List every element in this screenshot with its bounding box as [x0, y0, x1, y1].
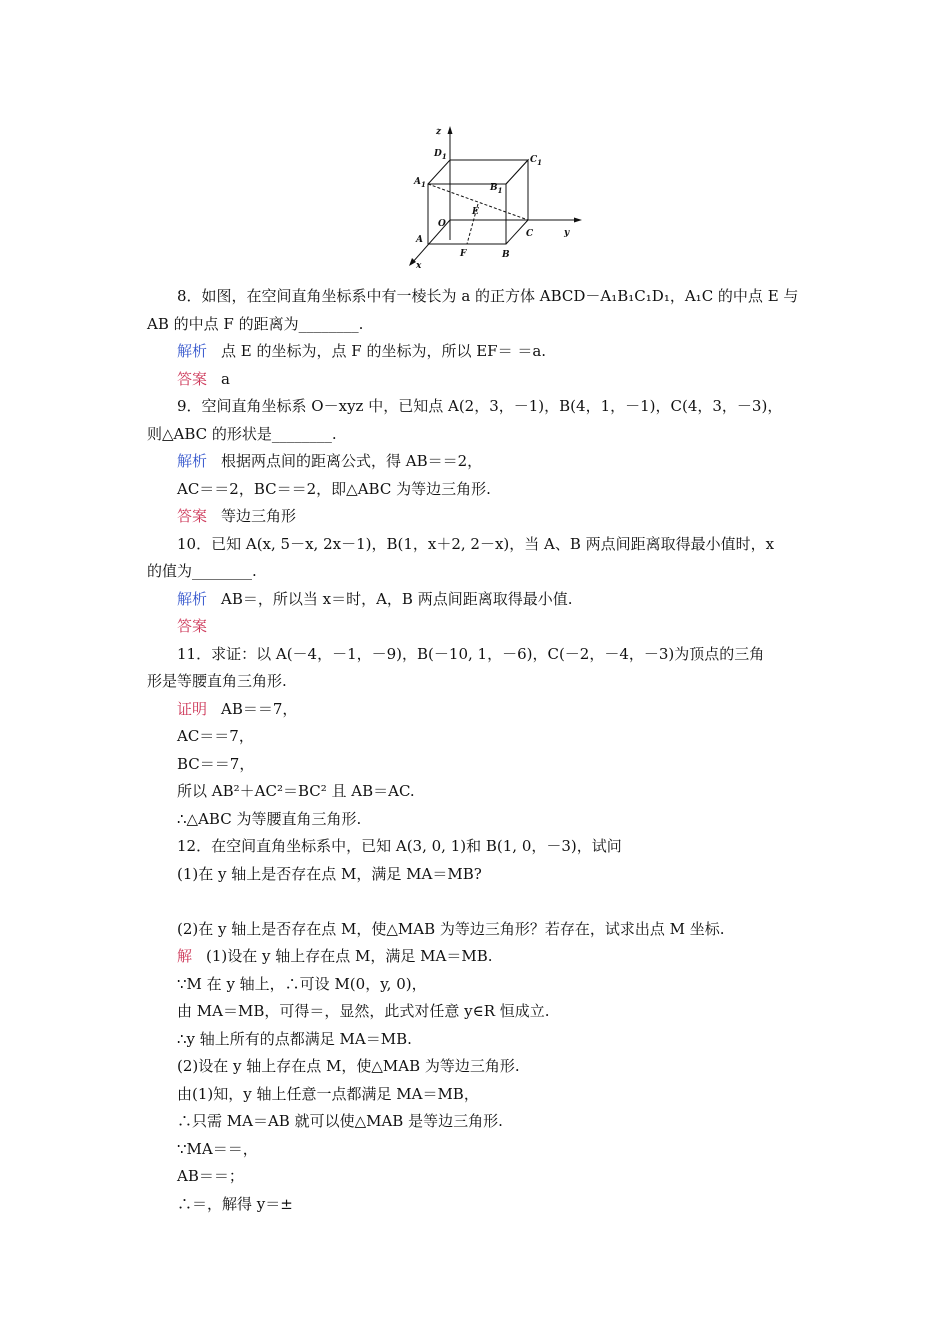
proof-label: 证明: [177, 699, 208, 718]
q8-line2: AB 的中点 F 的距离为________.: [147, 314, 364, 333]
q8-analysis-text: 点 E 的坐标为，点 F 的坐标为，所以 EF＝ ＝a.: [221, 342, 547, 360]
q10-answer: [147, 613, 827, 641]
analysis-label: 解析: [177, 452, 208, 470]
q10-line1: 10．已知 A(x, 5－x, 2x－1)，B(1，x＋2, 2－x)，当 A、B 两点间距离取得最小值时，x: [177, 534, 775, 553]
top-face: [428, 160, 528, 184]
label-F: F: [460, 249, 467, 259]
q9-analysis-text: 根据两点间的距离公式，得 AB＝＝2，: [221, 452, 483, 470]
document-body: [147, 283, 827, 1218]
analysis-label: 解析: [177, 342, 208, 360]
label-A1: $A_1$: [414, 177, 426, 189]
q12-line3: (2)在 y 轴上是否存在点 M，使△MAB 为等边三角形？若存在，试求出点 M 坐标.: [177, 919, 725, 938]
label-D1: $D_1$: [434, 149, 447, 161]
label-y: y: [564, 228, 570, 238]
q12-step-3: 由 MA＝MB，可得＝，显然，此式对任意 y∈R 恒成立.: [177, 1002, 550, 1020]
q12-step-4: ∴y 轴上所有的点都满足 MA＝MB.: [177, 1029, 412, 1048]
y-arrow: [574, 218, 582, 223]
q9-line2: 则△ABC 的形状是________.: [147, 424, 337, 443]
analysis-label: 解析: [177, 589, 208, 608]
q8-answer: [147, 366, 827, 394]
q11-proof-2: AC＝＝7，: [177, 727, 254, 745]
q12-solution: [147, 943, 827, 971]
q11-proof-text: AB＝＝7，: [221, 699, 298, 718]
q8-line1: 8．如图，在空间直角坐标系中有一棱长为 a 的正方体 ABCD－A₁B₁C₁D₁，A₁C 的中点 E 与: [177, 287, 799, 305]
q12-step-9: AB＝＝；: [177, 1167, 244, 1185]
label-z: z: [436, 127, 442, 137]
label-O: O: [438, 219, 446, 229]
q11-proof-5: ∴△ABC 为等腰直角三角形.: [177, 809, 362, 828]
front-face: [428, 184, 506, 244]
answer-label: 答案: [177, 369, 208, 388]
label-x: x: [416, 261, 422, 271]
z-arrow: [448, 126, 453, 134]
q10-line2: 的值为________.: [147, 562, 257, 580]
q9-analysis: [147, 448, 827, 476]
q12-line2: (1)在 y 轴上是否存在点 M，满足 MA＝MB?: [177, 864, 482, 883]
q10-analysis: [147, 586, 827, 614]
label-B: B: [502, 250, 510, 260]
q12-step-10: ∴＝，解得 y＝±: [177, 1194, 293, 1213]
q11-proof: [147, 696, 827, 724]
right-face: [506, 160, 528, 244]
cube-coordinate-figure: [398, 122, 588, 272]
q12-step-5: (2)设在 y 轴上存在点 M，使△MAB 为等边三角形.: [177, 1057, 520, 1075]
q11-line2: 形是等腰直角三角形.: [147, 672, 287, 690]
q9-answer-text: 等边三角形: [221, 507, 297, 525]
q12-solution-text: (1)设在 y 轴上存在点 M，满足 MA＝MB.: [206, 947, 493, 965]
q12-step-6: 由(1)知，y 轴上任意一点都满足 MA＝MB，: [177, 1084, 479, 1103]
q11-proof-4: 所以 AB²＋AC²＝BC² 且 AB＝AC.: [177, 782, 415, 800]
label-C1: $C_1$: [530, 155, 543, 167]
label-E: E: [472, 207, 479, 217]
label-A: A: [416, 235, 423, 245]
q12-step-7: ∴只需 MA＝AB 就可以使△MAB 是等边三角形.: [177, 1112, 503, 1130]
q9-answer: [147, 503, 827, 531]
q12-line1: 12．在空间直角坐标系中，已知 A(3, 0, 1)和 B(1, 0，－3)，试问: [177, 837, 622, 855]
answer-label: 答案: [177, 617, 208, 635]
q12-step-8: ∵MA＝＝，: [177, 1139, 258, 1158]
spacer: [147, 888, 827, 916]
q9-line1: 9．空间直角坐标系 O－xyz 中，已知点 A(2，3，－1)，B(4，1，－1)，C(4，3，－3)，: [177, 397, 783, 415]
q8-analysis: [147, 338, 827, 366]
q8-answer-text: a: [221, 369, 230, 388]
q11-proof-3: BC＝＝7，: [177, 754, 255, 773]
q10-analysis-text: AB＝，所以当 x＝时，A，B 两点间距离取得最小值.: [221, 589, 573, 608]
answer-label: 答案: [177, 507, 208, 525]
q9-analysis-2: AC＝＝2，BC＝＝2，即△ABC 为等边三角形.: [177, 479, 491, 498]
label-C: C: [526, 229, 534, 239]
q12-step-2: ∵M 在 y 轴上，∴可设 M(0，y, 0)，: [177, 974, 427, 993]
label-B1: $B_1$: [490, 183, 503, 195]
q11-line1: 11．求证：以 A(－4，－1，－9)，B(－10, 1，－6)，C(－2，－4，－3)为顶点的三角: [177, 644, 765, 663]
solution-label: 解: [177, 947, 193, 965]
